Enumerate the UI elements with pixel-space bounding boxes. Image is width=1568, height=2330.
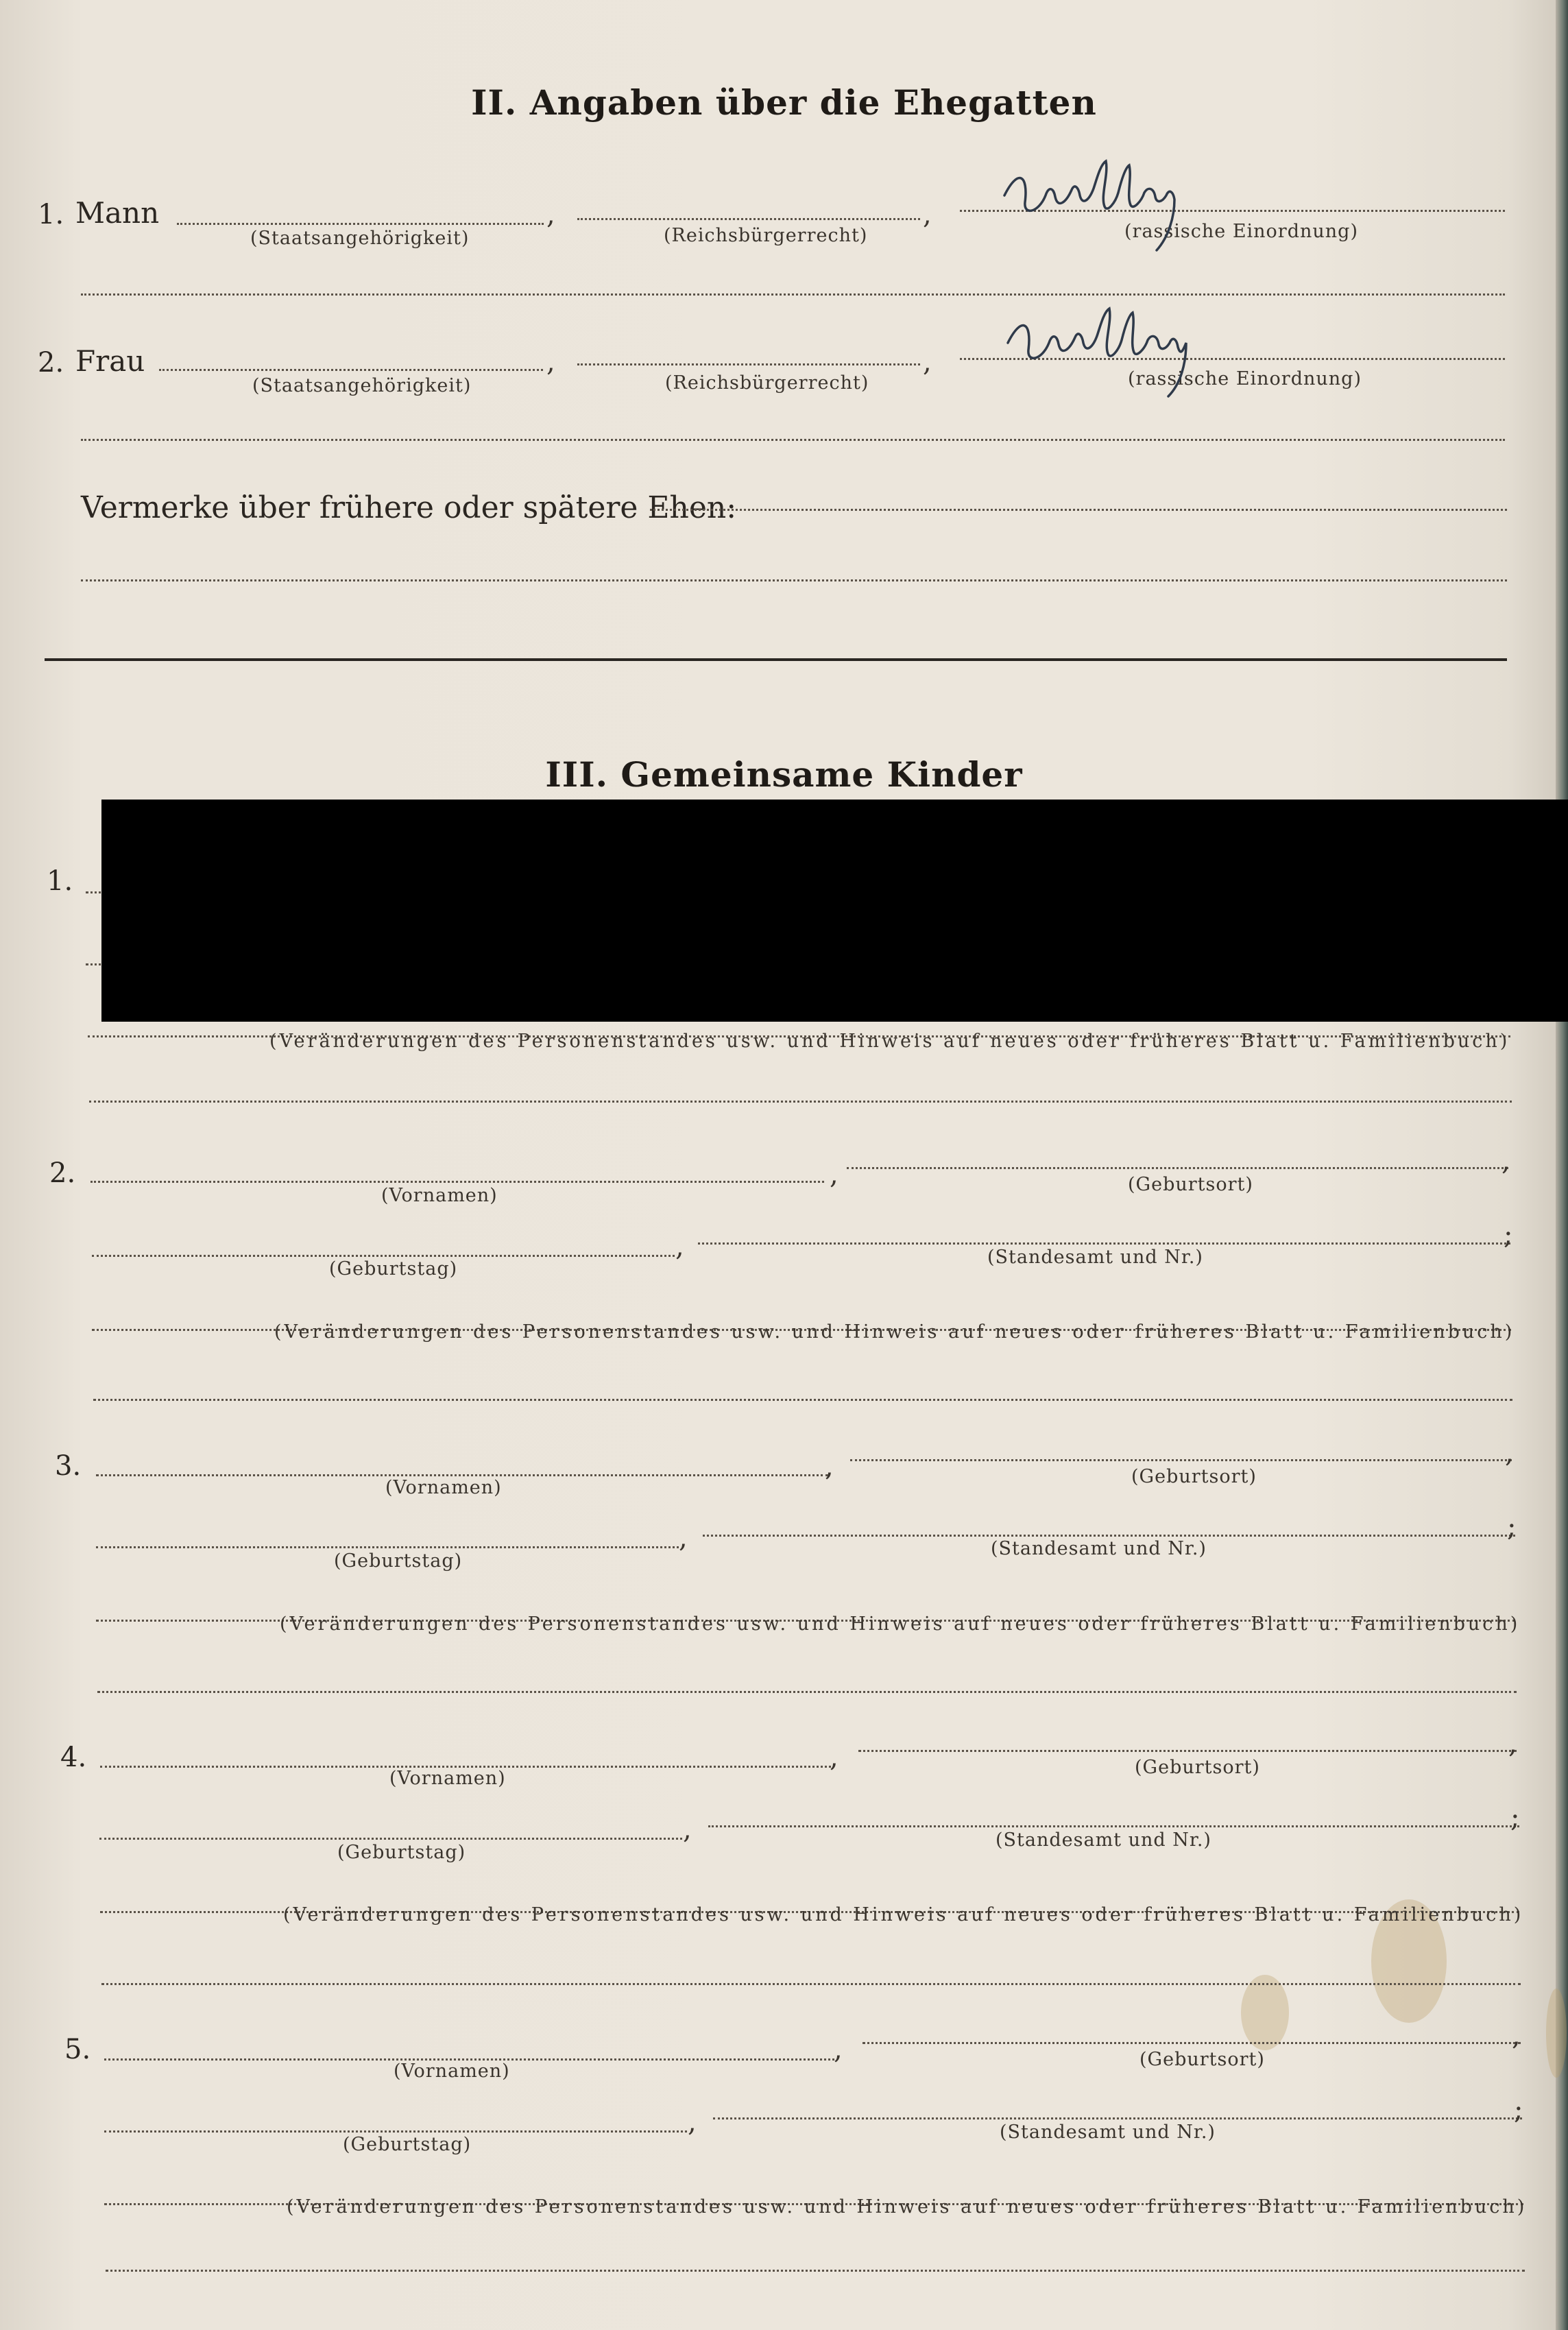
- child-2-geburtstag-line[interactable]: [92, 1255, 675, 1257]
- caption-geburtsort: (Geburtsort): [1135, 1757, 1260, 1778]
- caption-veraenderungen: (Veränderungen des Personenstandes usw. und Hinweis auf neues oder früheres Blatt u. Familienbuch): [280, 1613, 1521, 1635]
- caption-vornamen: (Vornamen): [394, 2061, 510, 2082]
- caption-reichsbuergerrecht: (Reichsbürgerrecht): [664, 225, 868, 246]
- caption-standesamt: (Standesamt und Nr.): [1000, 2122, 1216, 2143]
- comma: ,: [923, 346, 932, 378]
- child-5-veraenderungen-line-2[interactable]: [106, 2270, 1525, 2272]
- mann-reichsbuergerrecht-line[interactable]: [577, 218, 920, 220]
- caption-geburtsort: (Geburtsort): [1139, 2049, 1265, 2070]
- frau-label: Frau: [75, 344, 145, 378]
- caption-veraenderungen: (Veränderungen des Personenstandes usw. und Hinweis auf neues oder früheres Blatt u. Familienbuch): [269, 1031, 1510, 1052]
- mann-number: 1.: [38, 199, 64, 230]
- child-2-number: 2.: [49, 1157, 76, 1189]
- child-5-standesamt-line[interactable]: [713, 2117, 1522, 2119]
- comma: ,: [546, 199, 555, 230]
- comma: ,: [1508, 1728, 1517, 1759]
- caption-geburtsort: (Geburtsort): [1128, 1174, 1253, 1195]
- caption-reichsbuergerrecht: (Reichsbürgerrecht): [665, 372, 869, 394]
- child-5-geburtsort-line[interactable]: [863, 2042, 1521, 2044]
- child-5-number: 5.: [64, 2034, 91, 2065]
- caption-veraenderungen: (Veränderungen des Personenstandes usw. und Hinweis auf neues oder früheres Blatt u. Familienbuch): [274, 1321, 1515, 1343]
- comma: ,: [1512, 2020, 1521, 2052]
- child-2-geburtsort-line[interactable]: [847, 1167, 1508, 1169]
- caption-vornamen: (Vornamen): [389, 1768, 506, 1789]
- child-2-vornamen-line[interactable]: [91, 1181, 824, 1183]
- caption-geburtstag: (Geburtstag): [343, 2134, 472, 2155]
- frau-number: 2.: [38, 347, 64, 379]
- caption-geburtstag: (Geburtstag): [334, 1550, 463, 1572]
- child-5-geburtstag-line[interactable]: [104, 2130, 687, 2133]
- child-4-standesamt-line[interactable]: [708, 1825, 1519, 1827]
- handwritten-signature-icon: [998, 147, 1196, 257]
- comma: ,: [830, 1159, 839, 1190]
- semicolon: ;: [1510, 1802, 1520, 1834]
- comma: ,: [825, 1451, 834, 1482]
- caption-rassische-einordnung: (rassische Einordnung): [1124, 221, 1358, 242]
- child-3-number: 3.: [55, 1450, 82, 1482]
- semicolon: ;: [1514, 2094, 1523, 2126]
- semicolon: ;: [1507, 1511, 1517, 1543]
- stain-mark-icon: [1546, 1989, 1567, 2078]
- caption-standesamt: (Standesamt und Nr.): [991, 1538, 1207, 1559]
- caption-standesamt: (Standesamt und Nr.): [987, 1247, 1203, 1268]
- section-3-title: III. Gemeinsame Kinder: [545, 754, 1023, 795]
- redaction-block: [101, 800, 1568, 1022]
- comma: ,: [1505, 1437, 1514, 1469]
- caption-veraenderungen: (Veränderungen des Personenstandes usw. und Hinweis auf neues oder früheres Blatt u. Familienbuch): [283, 1904, 1524, 1925]
- child-4-geburtsort-line[interactable]: [858, 1750, 1517, 1752]
- comma: ,: [688, 2106, 697, 2138]
- comma: ,: [830, 1742, 839, 1773]
- handwritten-signature-icon: [1001, 295, 1207, 405]
- caption-staatsangehoerigkeit: (Staatsangehörigkeit): [250, 228, 470, 249]
- caption-vornamen: (Vornamen): [381, 1185, 498, 1206]
- comma: ,: [683, 1814, 692, 1845]
- section-divider: [45, 658, 1507, 661]
- comma: ,: [1501, 1145, 1510, 1177]
- child-3-geburtsort-line[interactable]: [850, 1459, 1512, 1461]
- child-1-veraenderungen-line-2[interactable]: [89, 1101, 1512, 1103]
- caption-staatsangehoerigkeit: (Staatsangehörigkeit): [252, 375, 472, 396]
- caption-geburtsort: (Geburtsort): [1131, 1466, 1257, 1487]
- vermerke-line-2[interactable]: [81, 579, 1507, 581]
- comma: ,: [675, 1231, 684, 1262]
- child-2-veraenderungen-line-2[interactable]: [93, 1399, 1512, 1401]
- section-2-title: II. Angaben über die Ehegatten: [471, 82, 1097, 123]
- child-1-number: 1.: [47, 865, 73, 897]
- caption-geburtstag: (Geburtstag): [337, 1842, 466, 1863]
- child-4-veraenderungen-line-2[interactable]: [101, 1983, 1521, 1985]
- child-2-standesamt-line[interactable]: [698, 1242, 1510, 1245]
- child-3-vornamen-line[interactable]: [96, 1474, 828, 1476]
- child-3-veraenderungen-line-2[interactable]: [97, 1691, 1517, 1693]
- frau-staatsangehoerigkeit-line[interactable]: [159, 369, 543, 371]
- child-3-geburtstag-line[interactable]: [96, 1546, 679, 1548]
- child-4-geburtstag-line[interactable]: [99, 1838, 682, 1840]
- caption-veraenderungen: (Veränderungen des Personenstandes usw. und Hinweis auf neues oder früheres Blatt u. Familienbuch): [287, 2196, 1528, 2218]
- stain-mark-icon: [1241, 1975, 1289, 2050]
- comma: ,: [546, 346, 555, 378]
- comma: ,: [834, 2034, 843, 2065]
- frau-extra-line[interactable]: [81, 439, 1505, 441]
- comma: ,: [923, 199, 932, 230]
- semicolon: ;: [1504, 1219, 1513, 1251]
- mann-extra-line[interactable]: [81, 293, 1505, 296]
- child-4-number: 4.: [60, 1742, 87, 1773]
- page-edge: [1556, 0, 1568, 2330]
- caption-rassische-einordnung: (rassische Einordnung): [1128, 368, 1362, 389]
- vermerke-line-1[interactable]: [650, 509, 1507, 511]
- mann-label: Mann: [75, 196, 160, 230]
- frau-reichsbuergerrecht-line[interactable]: [577, 363, 920, 365]
- caption-standesamt: (Standesamt und Nr.): [996, 1829, 1211, 1851]
- caption-geburtstag: (Geburtstag): [329, 1258, 458, 1280]
- child-3-standesamt-line[interactable]: [703, 1535, 1515, 1537]
- caption-vornamen: (Vornamen): [385, 1477, 502, 1498]
- comma: ,: [679, 1522, 688, 1554]
- vermerke-label: Vermerke über frühere oder spätere Ehen:: [81, 490, 737, 525]
- mann-staatsangehoerigkeit-line[interactable]: [177, 223, 544, 225]
